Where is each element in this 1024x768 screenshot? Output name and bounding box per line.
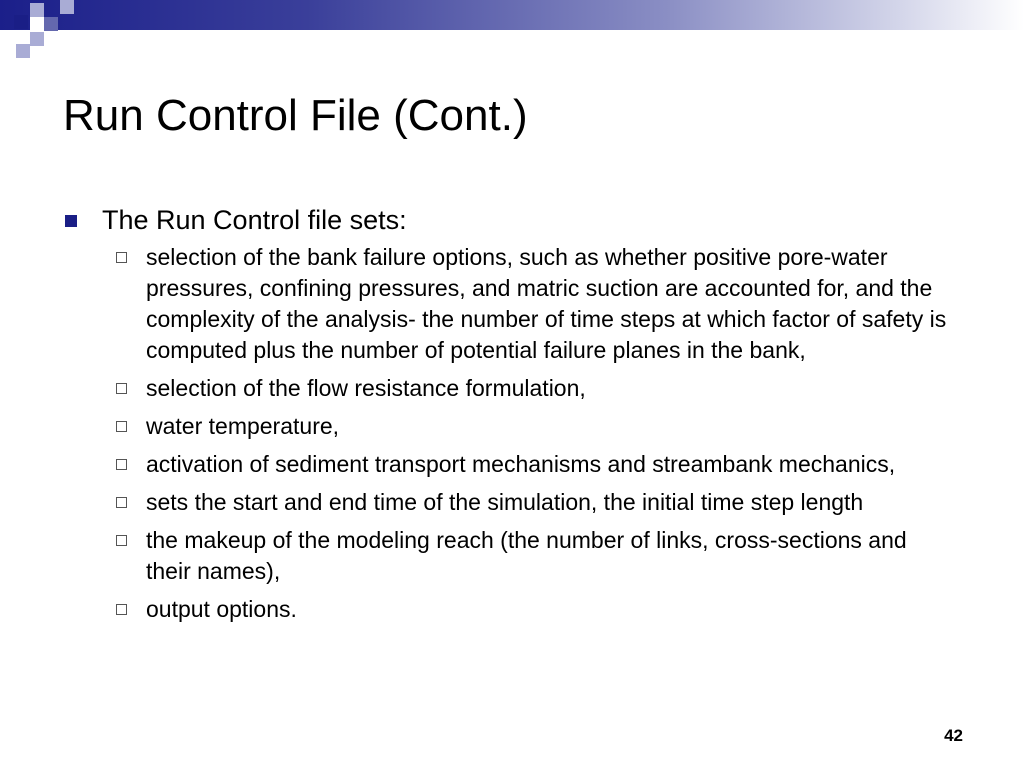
decor-square: [30, 32, 44, 46]
square-bullet-icon: [65, 215, 77, 227]
list-item-text: the makeup of the modeling reach (the number of links, cross-sections and their names),: [146, 527, 907, 584]
list-item-text: water temperature,: [146, 413, 340, 439]
hollow-square-bullet-icon: [116, 604, 127, 615]
header-band: [0, 0, 1024, 30]
list-item: [63, 449, 952, 480]
list-item-text: sets the start and end time of the simulation, the initial time step length: [146, 489, 864, 515]
hollow-square-bullet-icon: [116, 383, 127, 394]
list-item: [63, 487, 952, 518]
list-item: [63, 242, 952, 366]
hollow-square-bullet-icon: [116, 421, 127, 432]
hollow-square-bullet-icon: [116, 252, 127, 263]
list-item-text: output options.: [146, 596, 297, 622]
bullet-main-text: The Run Control file sets:: [102, 205, 407, 235]
decor-square: [60, 0, 74, 14]
list-item: [63, 525, 952, 587]
list-item: [63, 373, 952, 404]
hollow-square-bullet-icon: [116, 535, 127, 546]
decor-square: [44, 17, 58, 31]
bullet-main: [63, 198, 963, 242]
decor-square: [16, 44, 30, 58]
list-item: [63, 594, 952, 625]
sub-bullet-list: [63, 242, 963, 625]
decor-square: [14, 15, 28, 29]
list-item-text: selection of the bank failure options, such as whether positive pore-water pressures, confining pressures, and matric suction are accounted for, and the complexity of the analysis- the number of time steps at which factor of safety is computed plus the number of potential failure planes in the bank,: [146, 244, 947, 363]
decor-square: [30, 17, 44, 31]
slide-body: [63, 198, 963, 632]
list-item-text: activation of sediment transport mechanisms and streambank mechanics,: [146, 451, 896, 477]
hollow-square-bullet-icon: [116, 497, 127, 508]
page-number: 42: [944, 726, 963, 745]
hollow-square-bullet-icon: [116, 459, 127, 470]
list-item-text: selection of the flow resistance formulation,: [146, 375, 586, 401]
decor-square: [30, 3, 44, 17]
list-item: [63, 411, 952, 442]
slide-title: Run Control File (Cont.): [63, 91, 528, 140]
